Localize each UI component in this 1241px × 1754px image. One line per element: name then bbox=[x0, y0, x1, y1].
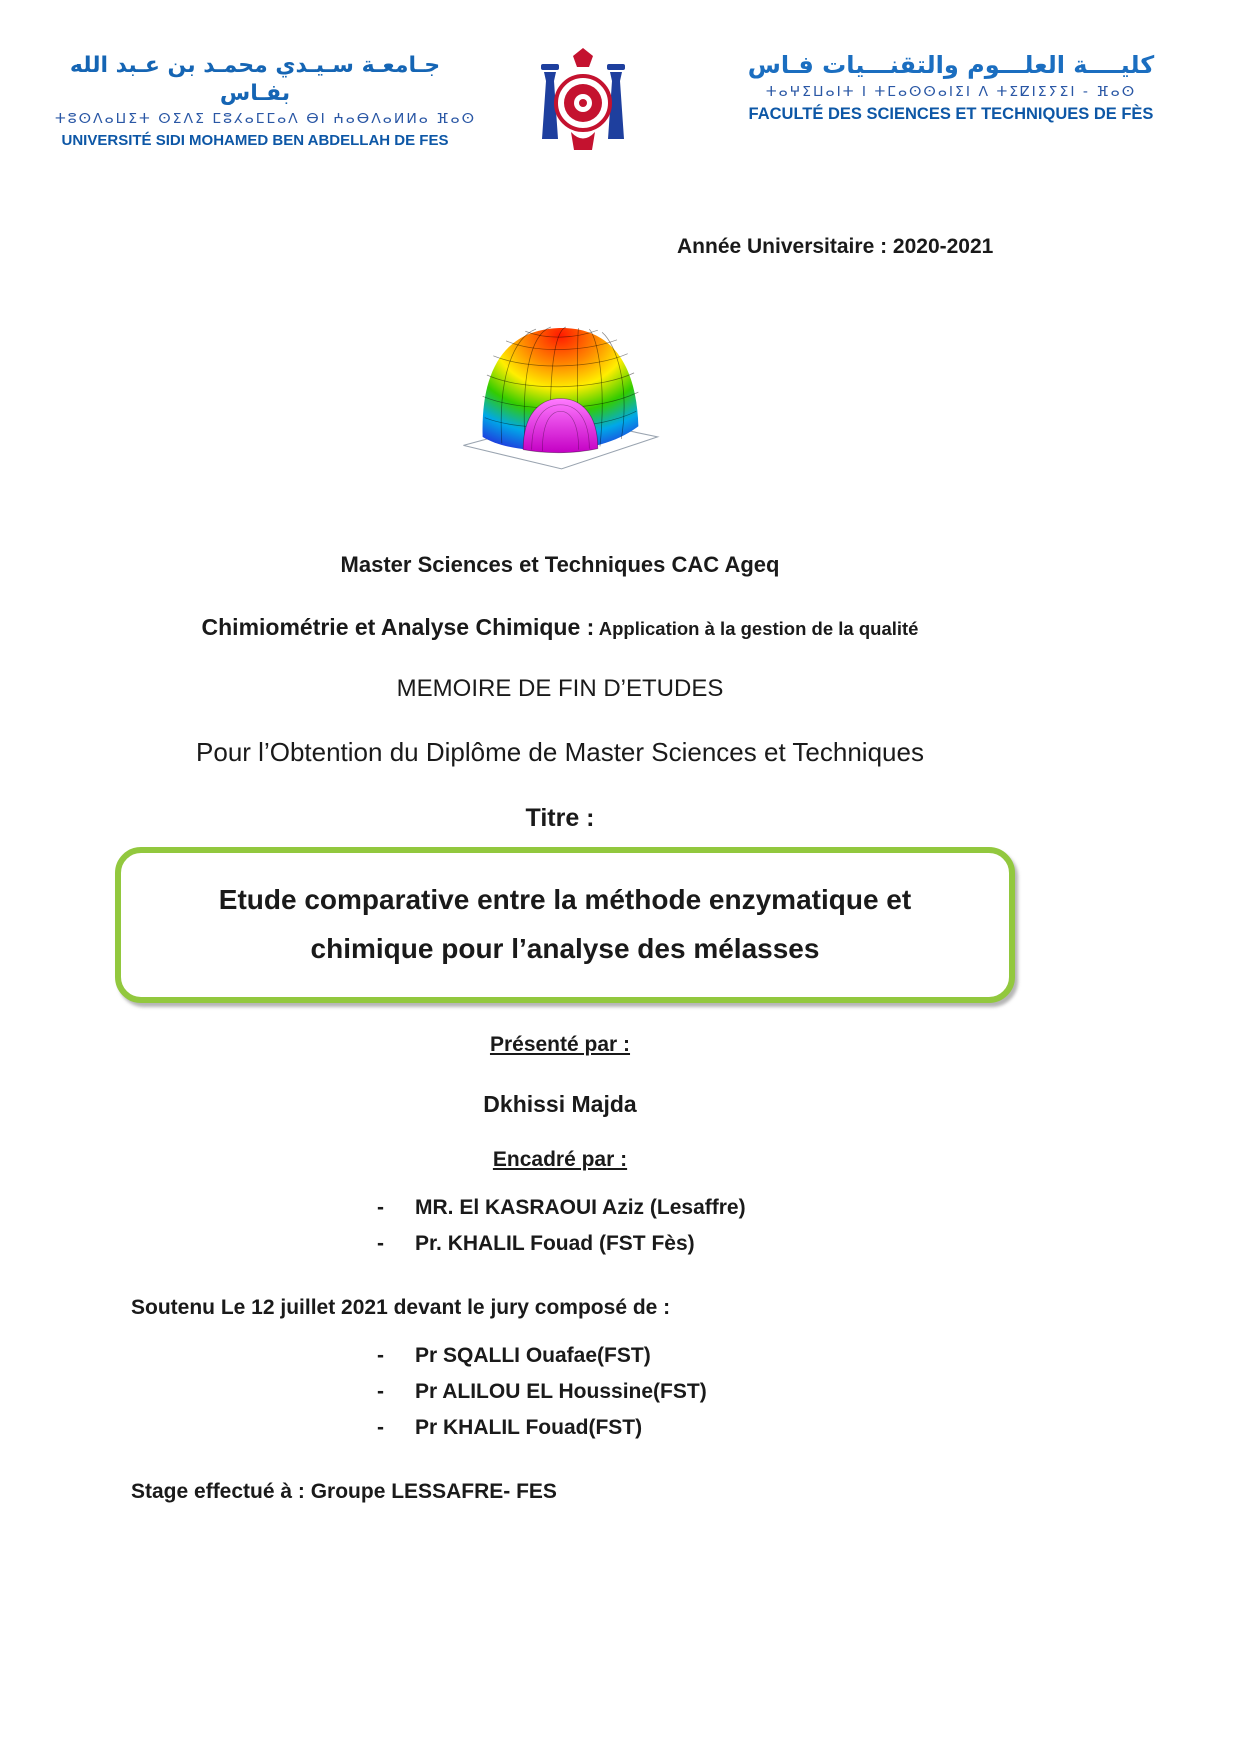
thesis-title-box bbox=[115, 847, 1015, 1003]
list-item bbox=[377, 1232, 1035, 1256]
surface-plot-container bbox=[85, 311, 1035, 476]
university-name-latin: UNIVERSITÉ SIDI MOHAMED BEN ABDELLAH DE FES bbox=[61, 132, 449, 149]
specialty-main: Chimiométrie et Analyse Chimique : bbox=[201, 614, 595, 640]
list-item bbox=[377, 1416, 1035, 1440]
presented-by-label: Présenté par : bbox=[489, 1033, 631, 1056]
defense-intro-line: Soutenu Le 12 juillet 2021 devant le jury composé de : bbox=[131, 1296, 671, 1319]
dash-bullet: - bbox=[377, 1344, 384, 1367]
supervised-by-label: Encadré par : bbox=[492, 1148, 628, 1171]
jury-list bbox=[377, 1344, 1035, 1440]
page-header bbox=[0, 48, 1241, 173]
surface-plot-image bbox=[458, 311, 663, 471]
specialty-line bbox=[85, 614, 1035, 641]
cover-content bbox=[85, 235, 1035, 1504]
list-item bbox=[377, 1196, 1035, 1220]
faculty-name-latin: FACULTÉ DES SCIENCES ET TECHNIQUES DE FÈS bbox=[748, 105, 1154, 123]
dash-bullet: - bbox=[377, 1196, 384, 1219]
faculty-block bbox=[711, 48, 1191, 124]
thesis-title-line1: Etude comparative entre la méthode enzymatique et bbox=[218, 884, 912, 915]
objective-line: Pour l’Obtention du Diplôme de Master Sciences et Techniques bbox=[196, 737, 924, 767]
specialty-detail: Application à la gestion de la qualité bbox=[598, 618, 919, 639]
supervisors-list bbox=[377, 1196, 1035, 1256]
supervisor-name: MR. El KASRAOUI Aziz (Lesaffre) bbox=[415, 1196, 746, 1219]
university-name-tifinagh: ⵜⵓⵙⴷⴰⵡⵉⵜ ⵙⵉⴷⵉ ⵎⵓⵃⴰⵎⵎⴰⴷ ⴱⵏ ⵄⴰⴱⴷⴰⵍⵍⴰ ⴼⴰⵙ bbox=[55, 111, 477, 127]
jury-member: Pr ALILOU EL Houssine(FST) bbox=[415, 1380, 707, 1403]
jury-member: Pr SQALLI Ouafae(FST) bbox=[415, 1344, 651, 1367]
university-name-arabic: جـامعـة سـيـدي محمـد بن عـبد الله بفـاس bbox=[69, 53, 441, 106]
internship-line: Stage effectué à : Groupe LESSAFRE- FES bbox=[131, 1480, 557, 1503]
jury-member: Pr KHALIL Fouad(FST) bbox=[415, 1416, 643, 1439]
author-name: Dkhissi Majda bbox=[483, 1091, 637, 1117]
thesis-title-line2: chimique pour l’analyse des mélasses bbox=[310, 933, 820, 964]
dash-bullet: - bbox=[377, 1380, 384, 1403]
master-program-line: Master Sciences et Techniques CAC Ageq bbox=[340, 552, 780, 577]
dash-bullet: - bbox=[377, 1416, 384, 1439]
title-label: Titre : bbox=[525, 804, 595, 832]
academic-year: Année Universitaire : 2020-2021 bbox=[677, 235, 994, 258]
faculty-name-tifinagh: ⵜⴰⵖⵉⵡⴰⵏⵜ ⵏ ⵜⵎⴰⵙⵙⴰⵏⵉⵏ ⴷ ⵜⵉⵇⵏⵉⵢⵉⵏ - ⴼⴰⵙ bbox=[765, 84, 1137, 100]
university-block bbox=[55, 48, 477, 149]
dash-bullet: - bbox=[377, 1232, 384, 1255]
university-emblem-icon bbox=[533, 48, 633, 168]
university-logo bbox=[533, 48, 633, 173]
list-item bbox=[377, 1344, 1035, 1368]
faculty-name-arabic: كليــــة العلـــوم والتقنـــيات فـاس bbox=[747, 51, 1155, 79]
list-item bbox=[377, 1380, 1035, 1404]
supervisor-name: Pr. KHALIL Fouad (FST Fès) bbox=[415, 1232, 695, 1255]
memoire-line: MEMOIRE DE FIN D’ETUDES bbox=[396, 675, 724, 702]
